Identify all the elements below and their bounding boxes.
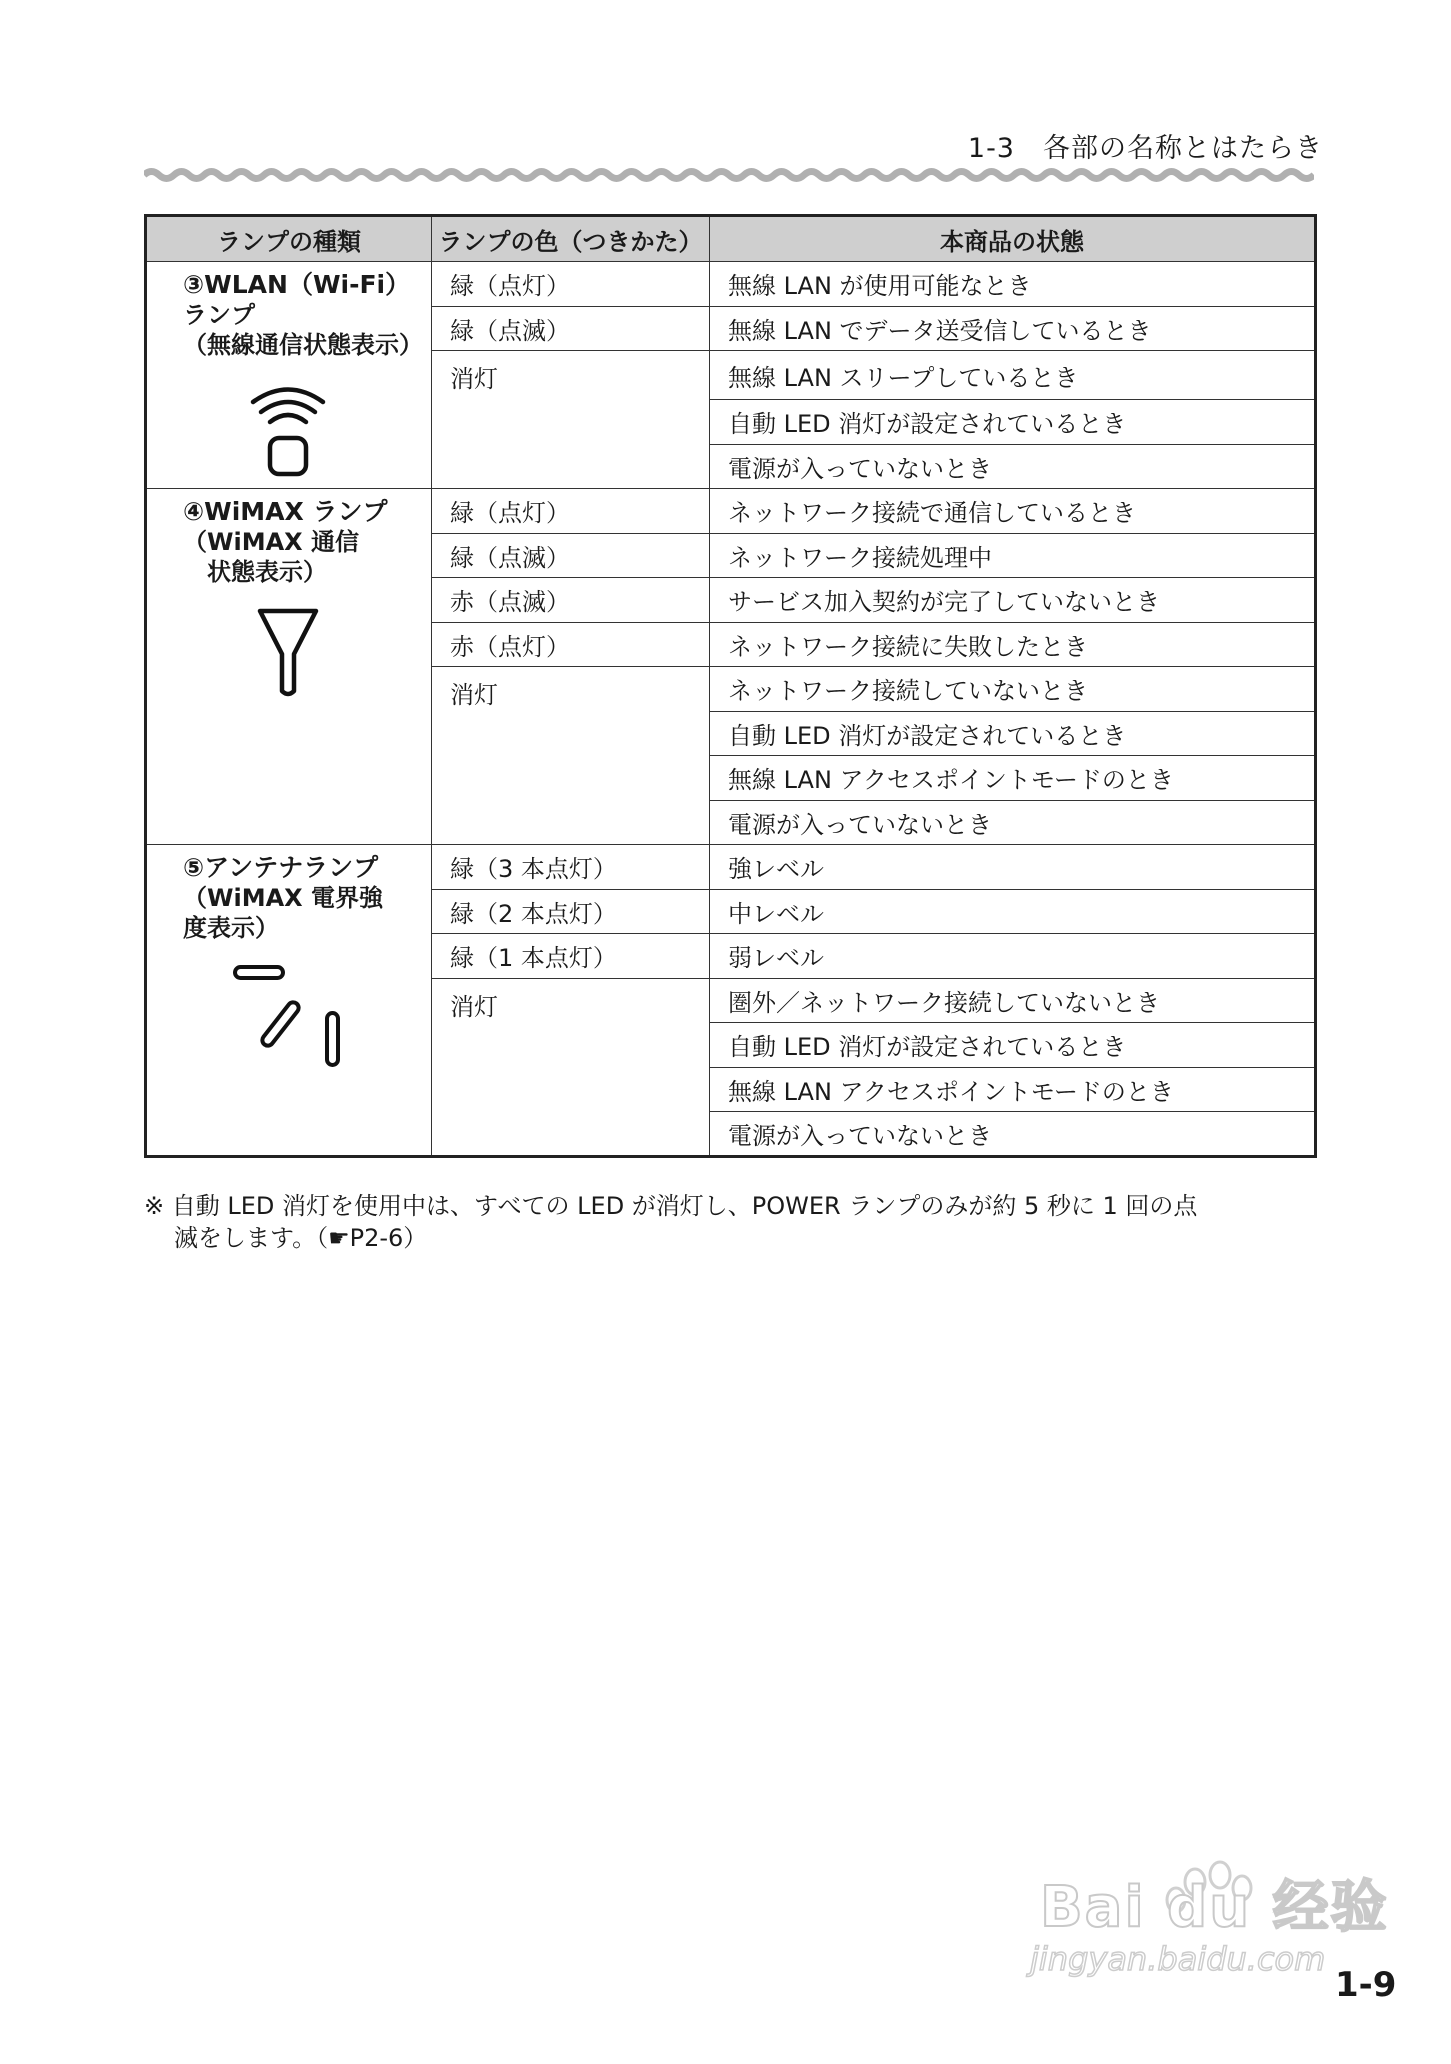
device-state-cell: 無線 LAN でデータ送受信しているとき bbox=[710, 306, 1316, 351]
device-state-cell: ネットワーク接続していないとき bbox=[710, 667, 1316, 712]
lamp-color-cell: 消灯 bbox=[432, 667, 710, 845]
device-state-cell: 電源が入っていないとき bbox=[710, 800, 1316, 845]
footnote-line: ※ 自動 LED 消灯を使用中は、すべての LED が消灯し、POWER ランプのみが約 5 秒に 1 回の点 bbox=[144, 1192, 1198, 1220]
device-state-cell: 強レベル bbox=[710, 845, 1316, 890]
device-state-cell: サービス加入契約が完了していないとき bbox=[710, 578, 1316, 623]
lamp-color-cell: 緑（1 本点灯） bbox=[432, 934, 710, 979]
device-state-cell: 無線 LAN アクセスポイントモードのとき bbox=[710, 756, 1316, 801]
lamp-color-cell: 赤（点滅） bbox=[432, 578, 710, 623]
device-state-cell: 電源が入っていないとき bbox=[710, 444, 1316, 489]
table-row bbox=[146, 845, 1316, 890]
lamp-type-wimax bbox=[146, 489, 432, 845]
lamp-type-sub: （WiMAX 電界強 bbox=[183, 884, 384, 912]
lamp-color-cell: 赤（点灯） bbox=[432, 622, 710, 667]
antenna-icon bbox=[227, 953, 425, 1079]
wifi-icon bbox=[243, 372, 425, 488]
footnote bbox=[144, 1190, 1314, 1254]
lamp-color-cell: 消灯 bbox=[432, 351, 710, 489]
watermark-text: Bai du 经验 bbox=[1040, 1875, 1389, 1940]
lamp-color-cell: 緑（3 本点灯） bbox=[432, 845, 710, 890]
lamp-type-sub: （無線通信状態表示） bbox=[183, 331, 423, 359]
lamp-color-cell: 緑（点滅） bbox=[432, 533, 710, 578]
lamp-type-name: ⑤アンテナランプ bbox=[183, 853, 379, 882]
section-title: 1-3 各部の名称とはたらき bbox=[967, 133, 1323, 164]
device-state-cell: 無線 LAN が使用可能なとき bbox=[710, 262, 1316, 307]
lamp-type-sub: ランプ bbox=[183, 301, 255, 329]
device-state-cell: 弱レベル bbox=[710, 934, 1316, 979]
table-row bbox=[146, 489, 1316, 534]
lamp-color-cell: 緑（2 本点灯） bbox=[432, 889, 710, 934]
device-state-cell: 圏外／ネットワーク接続していないとき bbox=[710, 978, 1316, 1023]
lamp-table bbox=[144, 214, 1317, 1158]
lamp-type-name: ④WiMAX ランプ bbox=[183, 497, 388, 526]
table-row bbox=[146, 262, 1316, 307]
lamp-type-wlan bbox=[146, 262, 432, 489]
device-state-cell: ネットワーク接続で通信しているとき bbox=[710, 489, 1316, 534]
column-header-lamp-type: ランプの種類 bbox=[146, 216, 432, 262]
device-state-cell: ネットワーク接続処理中 bbox=[710, 533, 1316, 578]
device-state-cell: 電源が入っていないとき bbox=[710, 1112, 1316, 1157]
column-header-lamp-color: ランプの色（つきかた） bbox=[432, 216, 710, 262]
wimax-icon bbox=[243, 599, 425, 705]
lamp-type-sub: （WiMAX 通信 bbox=[183, 528, 360, 556]
footnote-line: 滅をします。（☛P2-6） bbox=[174, 1224, 428, 1252]
device-state-cell: 無線 LAN スリープしているとき bbox=[710, 351, 1316, 400]
lamp-type-name: ③WLAN（Wi-Fi） bbox=[183, 270, 411, 299]
lamp-color-cell: 消灯 bbox=[432, 978, 710, 1156]
device-state-cell: 自動 LED 消灯が設定されているとき bbox=[710, 711, 1316, 756]
table-header-row bbox=[146, 216, 1316, 262]
lamp-color-cell: 緑（点灯） bbox=[432, 262, 710, 307]
device-state-cell: 無線 LAN アクセスポイントモードのとき bbox=[710, 1067, 1316, 1112]
watermark-url: jingyan.baidu.com bbox=[1030, 1940, 1326, 1978]
lamp-type-antenna bbox=[146, 845, 432, 1157]
device-state-cell: 中レベル bbox=[710, 889, 1316, 934]
lamp-type-sub: 度表示） bbox=[183, 914, 279, 942]
wave-divider bbox=[144, 164, 1314, 186]
lamp-type-sub: 状態表示） bbox=[183, 558, 327, 586]
page-number: 1-9 bbox=[1335, 1965, 1397, 2005]
lamp-color-cell: 緑（点滅） bbox=[432, 306, 710, 351]
device-state-cell: 自動 LED 消灯が設定されているとき bbox=[710, 1023, 1316, 1068]
lamp-color-cell: 緑（点灯） bbox=[432, 489, 710, 534]
device-state-cell: ネットワーク接続に失敗したとき bbox=[710, 622, 1316, 667]
column-header-device-state: 本商品の状態 bbox=[710, 216, 1316, 262]
device-state-cell: 自動 LED 消灯が設定されているとき bbox=[710, 400, 1316, 445]
